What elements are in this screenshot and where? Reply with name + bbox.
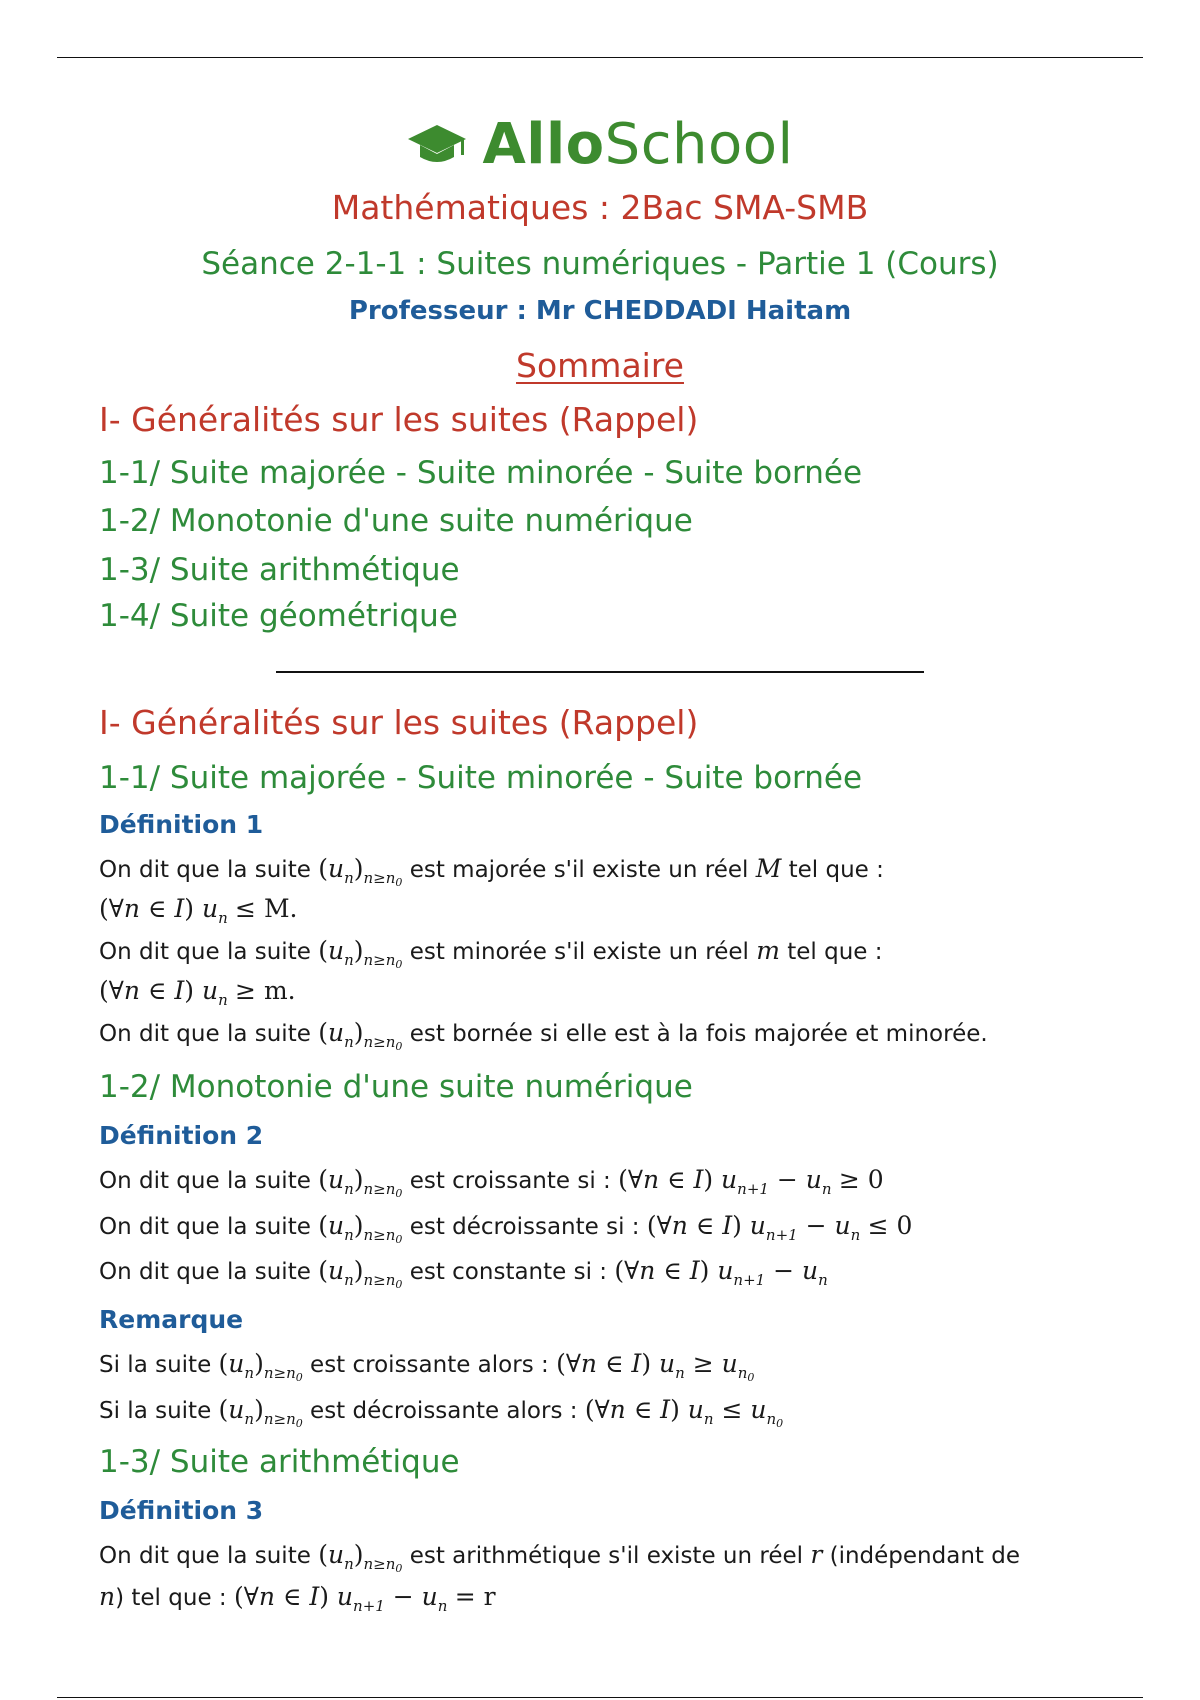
def1-line-4: (∀n ∈ I) $u_n \ge m$. — [99, 976, 296, 1009]
subject-title: Mathématiques : 2Bac SMA-SMB — [331, 188, 869, 227]
summary-item-1-1[interactable]: 1-1/ Suite majorée - Suite minorée - Suite bornée — [99, 455, 863, 491]
def3-line-1: On dit que la suite $(u_n)_{n\ge n_0}$ est arithmétique s'il existe un réel r (indépendant de — [99, 1540, 1020, 1575]
def1-line-5: On dit que la suite $(u_n)_{n\ge n_0}$ est bornée si elle est à la fois majorée et minorée. — [99, 1018, 988, 1053]
site-logo[interactable] — [0, 110, 1200, 180]
part1-heading: I- Généralités sur les suites (Rappel) — [99, 703, 699, 742]
summary-item-1-2[interactable]: 1-2/ Monotonie d'une suite numérique — [99, 503, 693, 539]
def1-line-2: (∀n ∈ I) $u_n \le M$. — [99, 894, 298, 927]
section-1-2-heading: 1-2/ Monotonie d'une suite numérique — [99, 1069, 693, 1105]
def1-line-3: On dit que la suite $(u_n)_{n\ge n_0}$ est minorée s'il existe un réel m tel que : — [99, 936, 883, 971]
top-rule — [57, 57, 1143, 58]
def1-line-1: On dit que la suite $(u_n)_{n\ge n_0}$ est majorée s'il existe un réel M tel que : — [99, 854, 884, 889]
summary-item-1-3[interactable]: 1-3/ Suite arithmétique — [99, 552, 460, 588]
section-1-1-heading: 1-1/ Suite majorée - Suite minorée - Suite bornée — [99, 760, 863, 796]
session-title: Séance 2-1-1 : Suites numériques - Partie 1 (Cours) — [201, 246, 999, 282]
definition-1-heading: Définition 1 — [99, 810, 264, 839]
remark-heading: Remarque — [99, 1305, 244, 1334]
summary-part1[interactable]: I- Généralités sur les suites (Rappel) — [99, 400, 699, 439]
section-divider — [276, 671, 924, 673]
remark-line-1: Si la suite $(u_n)_{n\ge n_0}$ est croissante alors : (∀n ∈ I) $u_n \ge u_{n_0}$ — [99, 1349, 755, 1384]
definition-2-heading: Définition 2 — [99, 1121, 264, 1150]
def2-line-3: On dit que la suite $(u_n)_{n\ge n_0}$ est constante si : (∀n ∈ I) $u_{n+1} - u_n$ — [99, 1256, 828, 1291]
bottom-rule — [57, 1697, 1143, 1698]
graduation-cap-icon — [406, 121, 468, 169]
def3-line-2: n) tel que : (∀n ∈ I) $u_{n+1} - u_n = r$ — [99, 1582, 496, 1615]
def2-line-2: On dit que la suite $(u_n)_{n\ge n_0}$ est décroissante si : (∀n ∈ I) $u_{n+1} - u_n \le 0$ — [99, 1211, 913, 1246]
section-1-3-heading: 1-3/ Suite arithmétique — [99, 1444, 460, 1480]
remark-line-2: Si la suite $(u_n)_{n\ge n_0}$ est décroissante alors : (∀n ∈ I) $u_n \le u_{n_0}$ — [99, 1395, 784, 1430]
summary-title: Sommaire — [516, 346, 684, 385]
logo-text: AlloSchool — [482, 112, 794, 177]
summary-item-1-4[interactable]: 1-4/ Suite géométrique — [99, 598, 458, 634]
definition-3-heading: Définition 3 — [99, 1496, 264, 1525]
teacher-name: Professeur : Mr CHEDDADI Haitam — [348, 296, 852, 326]
def2-line-1: On dit que la suite $(u_n)_{n\ge n_0}$ est croissante si : (∀n ∈ I) $u_{n+1} - u_n \ge 0$ — [99, 1165, 884, 1200]
